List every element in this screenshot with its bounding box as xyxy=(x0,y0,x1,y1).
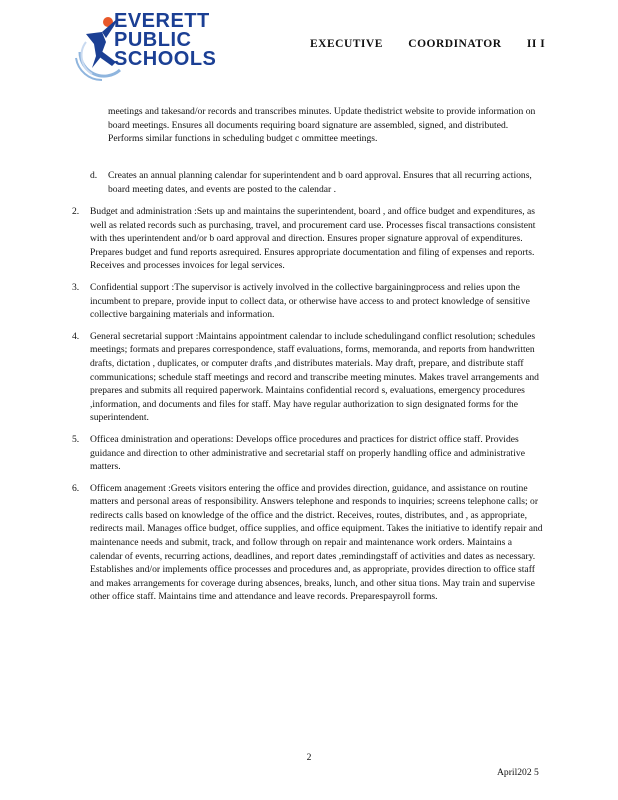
item-text: General secretarial support :Maintains appointment calendar to include schedulingand conflict resolution; schedules meetings; formats and prepares correspondence, staff evaluations, forms, memoranda, and reports from handwritten drafts, dictation , duplicates, or computer drafts ,and distributes materials. May draft, prepare, and distribute staff communications; schedule staff meetings and record and transcribe meeting minutes. Makes travel arrangements and prepares and submits all required paperwork. Maintains confidential record s, evaluations, emergency procedures ,information, and documents and files for staff. May have regular authorization to sign designated forms for the superintendent. xyxy=(90,330,539,424)
item-number: 6. xyxy=(72,482,80,494)
list-item xyxy=(72,433,544,474)
district-logo xyxy=(72,12,242,82)
logo-line-schools: SCHOOLS xyxy=(114,48,217,70)
continuation-paragraph xyxy=(108,105,540,146)
item-text: Budget and administration :Sets up and maintains the superintendent, board , and office budget and expenditures, as well as related records such as purchasing, travel, and procurement card use. Processes fiscal transactions consistent with thes uperintendent and/or b oard approval and direction. Ensures proper signature approval of expenditures. Prepares budget and fund reports asrequired. Ensures appropriate documentation and filing of expenses and reports. Receives and processes invoices for legal services. xyxy=(90,206,536,272)
title-part-executive: EXECUTIVE xyxy=(310,38,383,50)
title-part-level: II I xyxy=(526,38,546,50)
item-number: 2. xyxy=(72,206,80,217)
list-item xyxy=(72,205,544,273)
footer-date: April202 5 xyxy=(497,767,539,778)
list-item xyxy=(72,281,544,322)
item-number: 5. xyxy=(72,433,80,445)
logo-line-everett: EVERETT xyxy=(114,10,210,32)
logo-line-public: PUBLIC xyxy=(114,29,192,51)
list-item xyxy=(72,482,544,604)
item-text: Confidential support :The supervisor is actively involved in the collective bargainingprocess and relies upon the incumbent to prepare, provide input to collect data, or otherwise have access to and protect knowledge of sensitive collective bargaining materials and information. xyxy=(90,281,530,321)
logo-wordmark xyxy=(114,12,216,69)
page-number: 2 xyxy=(306,752,312,763)
item-text: Officem anagement :Greets visitors entering the office and provides direction, guidance, and assistance on routine matters and personal areas of responsibility. Answers telephone and responds to inquiries; screens telephone calls; or redirects calls based on knowledge of the office and the district. Receives, routes, distributes, and , as appropriate, redirects mail. Manages office budget, office supplies, and office equipment. Takes the initiative to identify repair and maintenance needs and submit, track, and follow through on repair and maintenance work orders. Maintains a calendar of events, recurring actions, deadlines, and report dates ,remindingstaff of activities and dates as necessary. Establishes and/or implements office processes and procedures and, as appropriate, provides direction to office staff and makes arrangements for coverage during absences, breaks, lunch, and other situa tions. May train and supervise other office staff. Maintains time and attendance and leave records. Preparespayroll forms. xyxy=(90,482,543,603)
sub-item-d xyxy=(90,169,545,196)
sub-item-text: Creates an annual planning calendar for superintendent and b oard approval. Ensures that all recurring actions, board meeting dates, and events are posted to the calendar . xyxy=(108,170,532,195)
item-number: 4. xyxy=(72,330,80,342)
continuation-text: meetings and takesand/or records and transcribes minutes. Update thedistrict website to provide information on board meetings. Ensures all documents requiring board signature are assembled, signed, and distributed. Performs similar functions in scheduling budget c ommittee meetings. xyxy=(108,106,536,145)
duties-list xyxy=(72,205,544,612)
page-title xyxy=(310,38,545,50)
item-number: 3. xyxy=(72,281,80,293)
title-part-coordinator: COORDINATOR xyxy=(408,38,502,50)
list-item xyxy=(72,330,544,425)
item-text: Officea dministration and operations: Develops office procedures and practices for district office staff. Provides guidance and direction to other administrative and secretarial staff on properly handling office and administrative matters. xyxy=(90,433,525,473)
sub-item-label: d. xyxy=(90,170,98,181)
